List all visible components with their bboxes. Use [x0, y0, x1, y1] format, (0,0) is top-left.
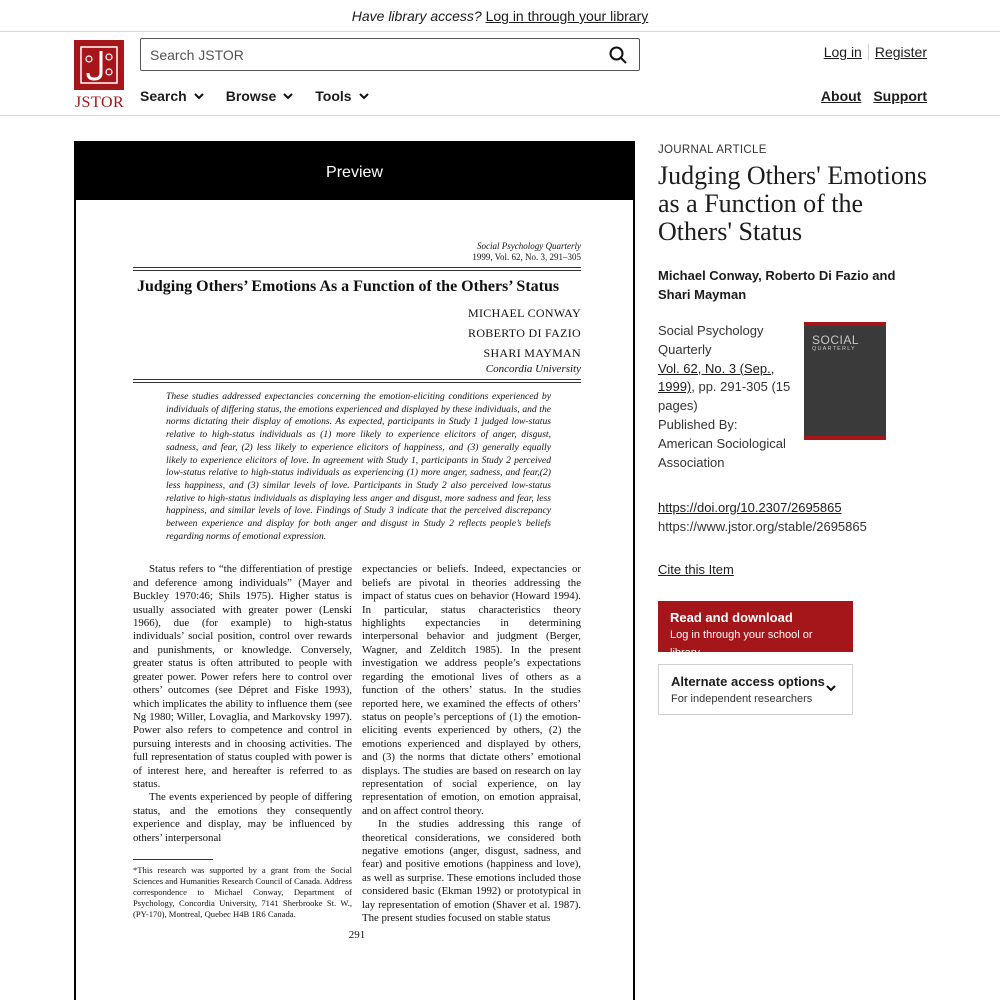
article-links — [658, 499, 928, 536]
support-link[interactable]: Support — [873, 88, 927, 104]
account-links — [824, 44, 927, 60]
journal-cover-image[interactable] — [804, 322, 886, 440]
nav-tools-menu[interactable] — [315, 88, 368, 104]
chevron-down-icon — [194, 93, 204, 100]
journal-name: Social Psychology Quarterly — [477, 241, 581, 251]
jstor-emblem-icon — [74, 40, 124, 90]
paper-abstract: These studies addressed expectancies concerning the emotion-eliciting conditions experienced by individuals of differing status, the emotions experienced and displayed by these individuals, and the norms dictating their display of emotions. As expected, participants in Study 1 judged low-status relative to high-status individuals as (1) more likely to experience elicitors of anger, disgust, sadness, and fear, (2) less likely to experience elicitors of happiness, and (3) generally equally likely to experience elicitors of love. In agreement with Study 1, participants in Study 2 perceived low-status relative to high-status individuals as experiencing (1) more anger, sadness, and fear,(2) less happiness, and (3) similar levels of love. Participants in Study 2 also perceived low-status relative to high-status individuals as displaying less anger and disgust, more sadness and fear, less happiness, and similar levels of love. Findings of Study 3 indicate that the perceived discrepancy between experience and display for both anger and disgust in Study 2 reflects people’s beliefs regarding norms of emotional expression. — [166, 391, 551, 542]
nav-browse-menu[interactable] — [226, 88, 294, 104]
publication-info — [658, 322, 798, 472]
journal-title: Social Psychology Quarterly — [658, 323, 764, 357]
alternate-access-sublabel: For independent researchers — [671, 693, 813, 705]
article-preview[interactable] — [74, 141, 635, 1000]
search-input[interactable] — [150, 45, 590, 65]
article-meta — [658, 322, 928, 472]
secondary-nav — [809, 88, 927, 104]
jstor-wordmark: JSTOR — [74, 94, 125, 111]
publisher-name: American Sociological Association — [658, 435, 786, 470]
library-login-link[interactable]: Log in through your library — [485, 8, 649, 24]
cover-subtitle: QUARTERLY — [812, 346, 856, 352]
alternate-access-button[interactable] — [658, 664, 853, 715]
paper-title: Judging Others’ Emotions As a Function of the Others’ Status — [137, 278, 560, 295]
paper-author: SHARI MAYMAN — [483, 346, 581, 360]
login-link[interactable]: Log in — [823, 44, 862, 60]
cite-section — [658, 562, 928, 577]
search-box[interactable] — [140, 38, 640, 71]
jstor-logo[interactable] — [73, 40, 126, 112]
register-link[interactable]: Register — [874, 44, 927, 60]
preview-page — [133, 241, 581, 941]
paper-paragraph: In the studies addressing this range of theoretical considerations, we considered both negative emotions (anger, disgust, sadness, and fear) and positive emotions (happiness and love), as well as surprise. These emotions included those considered basic (Ekman 1992) or prototypical in lay representation of emotion (Shaver et al. 1987). The present studies focused on stable status — [362, 818, 581, 924]
article-authors: Michael Conway, Roberto Di Fazio and Shari Mayman — [658, 268, 896, 302]
journal-issue: 1999, Vol. 62, No. 3, 291–305 — [472, 252, 581, 262]
content-type-label: JOURNAL ARTICLE — [658, 144, 767, 156]
footnote-rule — [133, 859, 213, 860]
nav-item-label: Tools — [315, 88, 352, 104]
nav-search-menu[interactable] — [140, 88, 204, 104]
published-by-label: Published By: — [658, 416, 738, 432]
paper-column-left — [133, 563, 352, 925]
double-rule — [133, 379, 581, 383]
page-range: , pp. 291-305 (15 pages) — [658, 379, 791, 414]
double-rule — [133, 267, 581, 271]
paper-paragraph: The events experienced by people of differing status, and the emotions they consequently experience and display, may be influenced by others’ interpersonal — [133, 791, 352, 844]
chevron-down-icon — [283, 93, 293, 100]
article-title: Judging Others' Emotions as a Function of the Others' Status — [658, 161, 928, 246]
paper-footnote: *This research was supported by a grant from the Social Sciences and Humanities Research Council of Canada. Address correspondence to Michael Conway, Department of Psychology, Concordia University, 7141 Sherbrooke St. W., (PY-170), Montreal, Quebec H4B 1R6 Canada. — [133, 864, 352, 919]
article-details — [658, 141, 928, 715]
read-download-label: Read and download — [670, 610, 793, 625]
divider — [868, 44, 869, 60]
alternate-access-label: Alternate access options — [671, 674, 825, 689]
paper-affiliation: Concordia University — [485, 363, 581, 375]
page-number: 291 — [348, 929, 366, 942]
cover-title: SOCIAL — [812, 333, 860, 347]
chevron-down-icon — [359, 93, 369, 100]
library-access-banner — [0, 0, 1000, 32]
preview-header: Preview — [76, 143, 633, 200]
paper-body — [133, 563, 581, 925]
chevron-down-icon — [826, 685, 836, 692]
main-nav — [140, 88, 391, 104]
issue-link[interactable]: Vol. 62, No. 3 (Sep., 1999) — [658, 360, 775, 395]
paper-author: MICHAEL CONWAY — [468, 306, 581, 320]
paper-column-right — [362, 563, 581, 925]
stable-url: https://www.jstor.org/stable/2695865 — [658, 518, 867, 534]
paper-author: ROBERTO DI FAZIO — [468, 326, 581, 340]
paper-paragraph: Status refers to “the differentiation of prestige and deference among individuals” (Mayer and Buckley 1970:46; Shils 1975). Higher status is usually associated with greater power (Lenski 1966), due (for example) to high-status individuals’ social position, control over rewards and punishments, or knowledge. Conversely, greater status is often attributed to people with greater power. Power refers here to control over others’ outcomes (see Dépret and Fiske 1993), which implicates the ability to influence them (see Ng 1980; Willer, Lovaglia, and Markovsky 1997). Power also refers to competence and control in pursuing interests and in choosing activities. The full representation of status coupled with power is of interest here, and hereafter is referred to as status. — [133, 563, 352, 790]
doi-link[interactable]: https://doi.org/10.2307/2695865 — [658, 500, 842, 515]
about-link[interactable]: About — [820, 88, 862, 104]
read-download-button[interactable] — [658, 601, 853, 659]
search-icon[interactable] — [609, 46, 627, 64]
paper-paragraph: expectancies or beliefs. Indeed, expectancies or beliefs are pivotal in theories addressing the impact of status cues on behavior (Howard 1994). In particular, status characteristics theory highlights expectancies in determining interpersonal behavior and judgment (Berger, Wagner, and Zelditch 1985). In the present investigation we address people’s expectations regarding the emotional lives of others as a function of the others’ status. In the studies reported here, we examined the effects of others’ status on people’s perceptions of (1) the emotion-eliciting events experienced by others, (2) the emotions experienced and displayed by others, and (3) the norms that dictate others’ emotional displays. The studies are based on research on lay representation of social experience, on lay representation of emotion, on emotion appraisal, and on affect control theory. — [362, 563, 581, 817]
cite-item-link[interactable]: Cite this Item — [658, 562, 734, 577]
header-divider — [0, 115, 1000, 116]
nav-item-label: Browse — [225, 88, 277, 104]
nav-item-label: Search — [140, 88, 187, 104]
banner-prompt: Have library access? — [351, 8, 482, 24]
read-download-sublabel: Log in through your school or library — [670, 629, 813, 659]
